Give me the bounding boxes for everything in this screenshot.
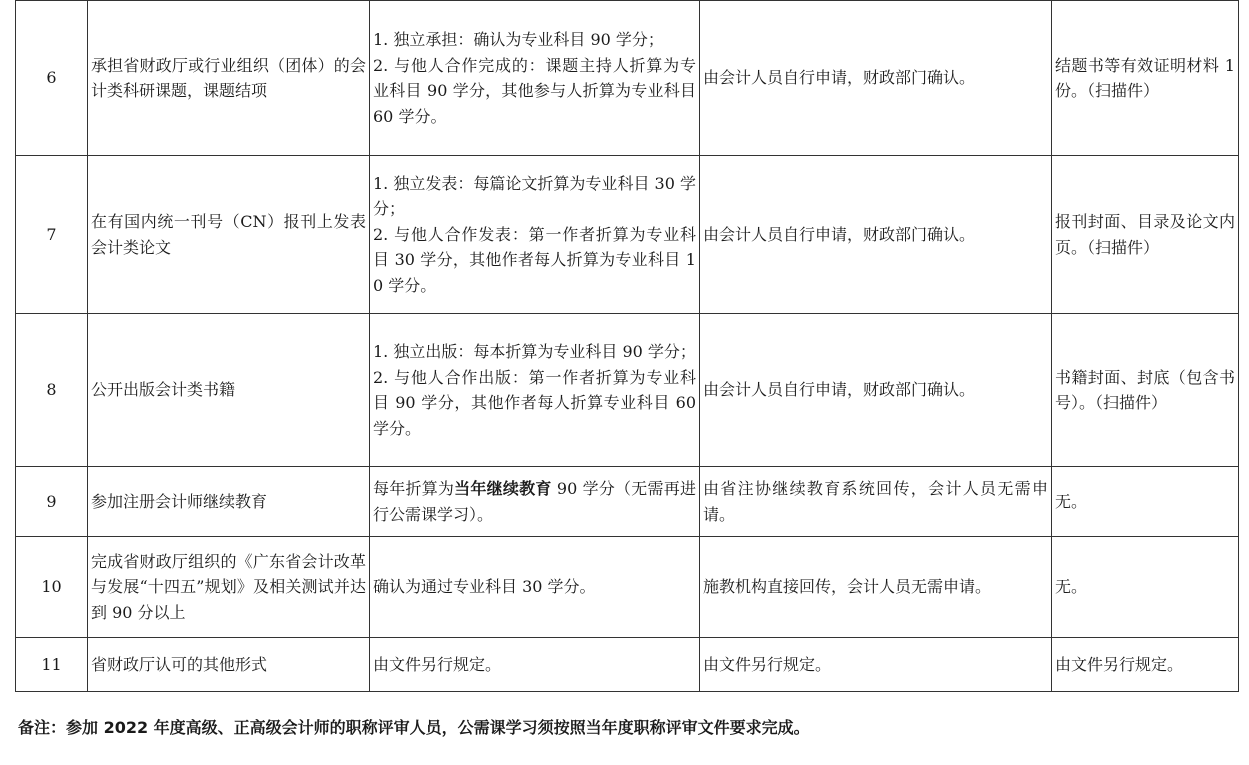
- method-cell: 由会计人员自行申请，财政部门确认。: [700, 314, 1052, 467]
- method-cell: 由会计人员自行申请，财政部门确认。: [700, 156, 1052, 314]
- standard-line: 确认为通过专业科目 30 学分。: [373, 577, 596, 597]
- standard-text-emphasis: 当年继续教育: [454, 479, 552, 498]
- item-cell: 完成省财政厅组织的《广东省会计改革与发展“十四五”规划》及相关测试并达到 90 分以上: [88, 537, 370, 638]
- item-cell: 省财政厅认可的其他形式: [88, 638, 370, 692]
- standard-line: 由文件另行规定。: [373, 654, 502, 674]
- standard-cell: [370, 1, 700, 156]
- method-cell: 由省注协继续教育系统回传，会计人员无需申请。: [700, 467, 1052, 537]
- row-number: 10: [16, 537, 88, 638]
- table-row: [16, 537, 1239, 638]
- standard-line: 1. 独立出版：每本折算为专业科目 90 学分；: [373, 342, 696, 361]
- method-cell: 施教机构直接回传，会计人员无需申请。: [700, 537, 1052, 638]
- standard-text-post: 90 学分（无需再进行公需课学习）。: [373, 479, 696, 524]
- row-number: 7: [16, 156, 88, 314]
- method-cell: 由文件另行规定。: [700, 638, 1052, 692]
- table-row: [16, 314, 1239, 467]
- table-row: [16, 156, 1239, 314]
- standard-cell: [370, 638, 700, 692]
- row-number: 8: [16, 314, 88, 467]
- standard-cell: [370, 467, 700, 537]
- standard-cell: [370, 314, 700, 467]
- standard-cell: [370, 156, 700, 314]
- remark-note: 备注：参加 2022 年度高级、正高级会计师的职称评审人员，公需课学习须按照当年度职称评审文件要求完成。: [18, 718, 810, 737]
- standard-cell: [370, 537, 700, 638]
- row-number: 11: [16, 638, 88, 692]
- material-cell: 报刊封面、目录及论文内页。（扫描件）: [1052, 156, 1239, 314]
- material-cell: 书籍封面、封底（包含书号）。（扫描件）: [1052, 314, 1239, 467]
- table-row: [16, 1, 1239, 156]
- item-cell: 参加注册会计师继续教育: [88, 467, 370, 537]
- material-cell: 由文件另行规定。: [1052, 638, 1239, 692]
- row-number: 6: [16, 1, 88, 156]
- table-row: [16, 467, 1239, 537]
- standard-line: 1. 独立发表：每篇论文折算为专业科目 30 学分；: [373, 173, 696, 219]
- item-cell: 在有国内统一刊号（CN）报刊上发表会计类论文: [88, 156, 370, 314]
- item-cell: 承担省财政厅或行业组织（团体）的会计类科研课题，课题结项: [88, 1, 370, 156]
- item-cell: 公开出版会计类书籍: [88, 314, 370, 467]
- row-number: 9: [16, 467, 88, 537]
- table-row: [16, 638, 1239, 692]
- standard-line: 1. 独立承担：确认为专业科目 90 学分；: [373, 30, 664, 49]
- standard-line: 2. 与他人合作完成的：课题主持人折算为专业科目 90 学分，其他参与人折算为专业科目 60 学分。: [373, 55, 696, 126]
- material-cell: 结题书等有效证明材料 1 份。（扫描件）: [1052, 1, 1239, 156]
- standard-line: 2. 与他人合作出版：第一作者折算为专业科目 90 学分，其他作者每人折算专业科目 60 学分。: [373, 367, 696, 438]
- standard-text-pre: 每年折算为: [373, 479, 455, 498]
- standard-line: 2. 与他人合作发表：第一作者折算为专业科目 30 学分，其他作者每人折算为专业科目 10 学分。: [373, 224, 696, 295]
- method-cell: 由会计人员自行申请，财政部门确认。: [700, 1, 1052, 156]
- material-cell: 无。: [1052, 467, 1239, 537]
- material-cell: 无。: [1052, 537, 1239, 638]
- credit-rules-table: [15, 0, 1239, 692]
